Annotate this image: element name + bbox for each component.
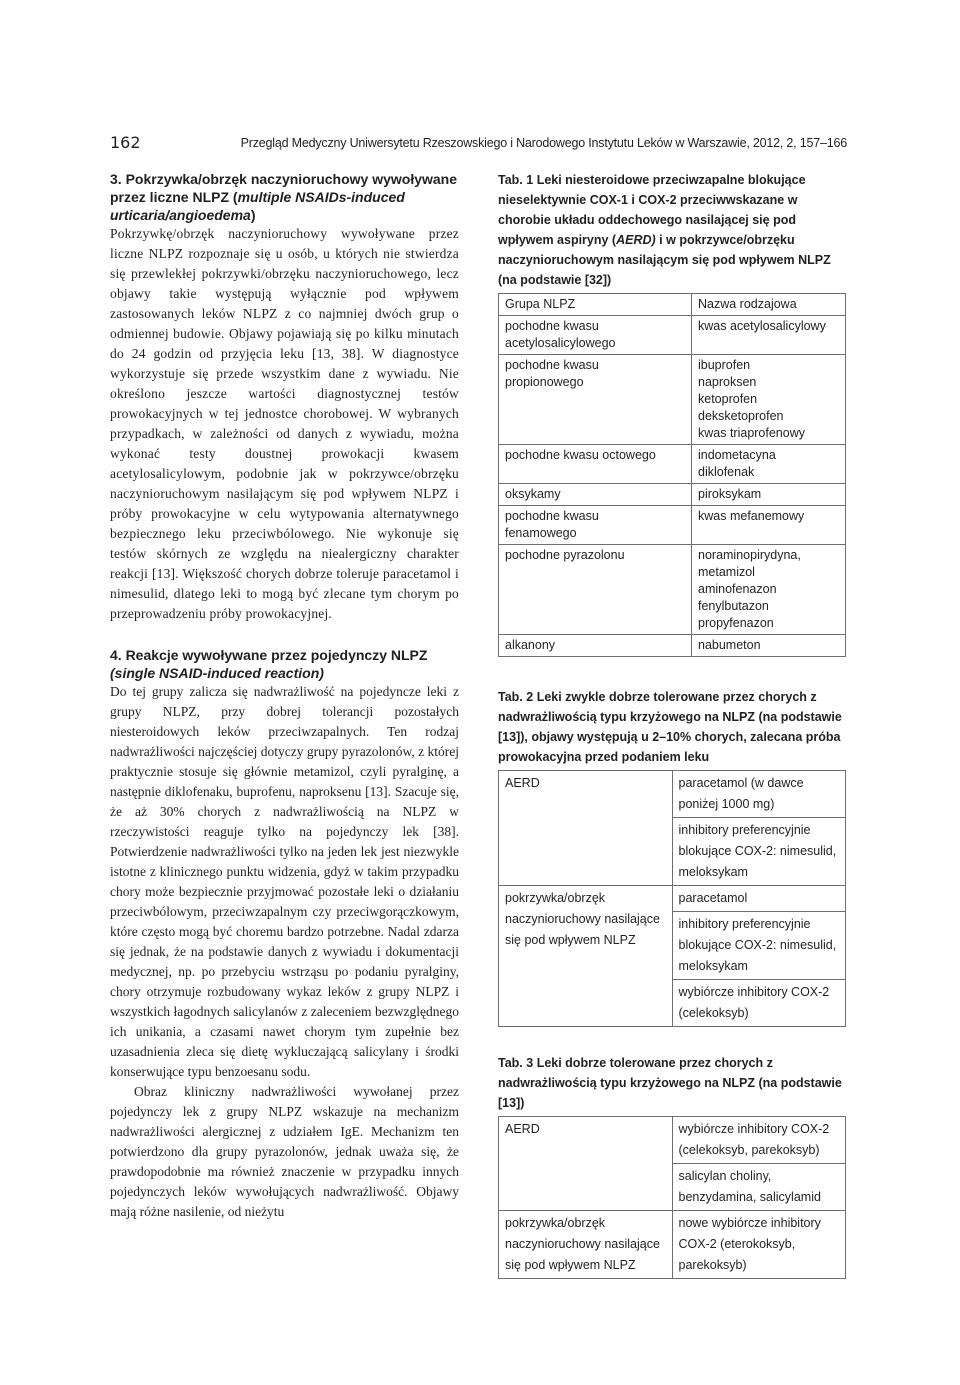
table-3-number: Tab. 3	[498, 1056, 534, 1070]
table-3-drug: salicylan choliny, benzydamina, salicylamid	[672, 1164, 846, 1211]
table-1-name-line: fenylbutazon	[698, 599, 769, 613]
table-row	[499, 545, 846, 635]
table-1	[498, 293, 846, 657]
section-4-heading-italic-text: (single NSAID-induced reaction)	[110, 665, 324, 681]
section-4-heading-italic	[110, 664, 459, 682]
table-row	[499, 506, 846, 545]
section-4-paragraph-1: Do tej grupy zalicza się nadwrażliwość na pojedyncze leki z grupy NLPZ, przy dobrej tolerancji pozostałych niesteroidowych leków przeciwzapalnych. Ten rodzaj nadwrażliwości najczęściej dotyczy grupy pyrazolonów, z której praktycznie stosuje się głównie metamizol, czyli pyralginę, a następnie diklofenaku, buprofenu, naproksenu [13]. Szacuje się, że aż 30% chorych z nadwrażliwością na NLPZ w rzeczywistości reaguje tylko na pojedynczy lek [38]. Potwierdzenie nadwrażliwości tylko na jeden lek jest niezwykle istotne z klinicznego punktu widzenia, gdyż w takim przypadku chory może bezpiecznie przyjmować pozostałe leki o działaniu przeciwbólowym, przeciwzapalnym czy przeciwgorączkowym, które często mogą być choremu bardzo potrzebne. Nadal zdarza się jednak, że na podstawie danych z wywiadu i dokumentacji medycznej, np. po przebyciu wstrząsu po podaniu pyralginy, chory otrzymuje rozbudowany wykaz leków z grupy NLPZ i wszystkich łagodnych salicylanów z zaleceniem bezwzględnego ich unikania, a czasami nawet chorym tym zupełnie bez uzasadnienia zleca się dietę wykluczającą salicylany i środki konserwujące typu benzoesanu sodu.	[110, 684, 459, 1079]
table-1-group-cell	[499, 506, 692, 545]
table-1-name-cell	[692, 445, 846, 484]
table-1-caption-italic: AERD)	[616, 233, 656, 247]
table-row	[499, 1117, 846, 1164]
section-3-heading	[110, 170, 459, 224]
table-3-caption	[498, 1053, 848, 1113]
table-3	[498, 1116, 846, 1279]
table-1-name-cell	[692, 484, 846, 506]
table-3-drug: wybiórcze inhibitory COX-2 (celekoksyb, parekoksyb)	[672, 1117, 846, 1164]
table-row	[499, 771, 846, 818]
table-1-group-line: pochodne kwasu	[505, 319, 599, 333]
table-1-header-row	[499, 294, 846, 316]
left-column	[110, 170, 459, 1222]
table-row	[499, 886, 846, 912]
table-1-group-line: acetylosalicylowego	[505, 336, 616, 350]
table-2-caption	[498, 687, 848, 767]
table-1-name-cell	[692, 355, 846, 445]
table-2-group-urticaria: pokrzywka/obrzęk naczynioruchowy nasilające się pod wpływem NLPZ	[499, 886, 673, 1027]
table-row	[499, 445, 846, 484]
table-row	[499, 355, 846, 445]
table-1-group-cell	[499, 445, 692, 484]
table-1-name-line: metamizol	[698, 565, 755, 579]
table-1-name-line: indometacyna	[698, 448, 776, 462]
table-1-name-line: kwas mefanemowy	[698, 509, 805, 523]
table-2-drug: paracetamol (w dawce poniżej 1000 mg)	[672, 771, 846, 818]
table-1-name-line: ibuprofen	[698, 358, 751, 372]
table-1-caption-text-2: i w pokrzywce/obrzęku naczynioruchowym nasilającym się pod wpływem NLPZ (na podstawie [32])	[498, 233, 831, 287]
page-number: 162	[110, 133, 141, 152]
table-2-group-aerd: AERD	[499, 771, 673, 886]
table-3-group-aerd: AERD	[499, 1117, 673, 1211]
journal-header: Przegląd Medyczny Uniwersytetu Rzeszowskiego i Narodowego Instytutu Leków w Warszawie, 2012, 2, 157–166	[240, 136, 847, 150]
table-1-name-line: nabumeton	[698, 638, 761, 652]
table-1-name-line: noraminopirydyna,	[698, 548, 801, 562]
table-2-number: Tab. 2	[498, 690, 534, 704]
table-row	[499, 635, 846, 657]
table-1-name-line: deksketoprofen	[698, 409, 784, 423]
table-1-group-line: fenamowego	[505, 526, 577, 540]
section-4-heading: 4. Reakcje wywoływane przez pojedynczy NLPZ	[110, 647, 428, 663]
table-1-name-line: propyfenazon	[698, 616, 774, 630]
table-1-name-line: kwas acetylosalicylowy	[698, 319, 826, 333]
table-1-name-line: diklofenak	[698, 465, 755, 479]
table-row	[499, 484, 846, 506]
table-3-group-urticaria: pokrzywka/obrzęk naczynioruchowy nasilające się pod wpływem NLPZ	[499, 1211, 673, 1279]
table-row	[499, 1211, 846, 1279]
table-1-caption	[498, 170, 848, 290]
table-1-group-line: oksykamy	[505, 487, 561, 501]
table-1-group-line: pochodne pyrazolonu	[505, 548, 625, 562]
table-3-drug: nowe wybiórcze inhibitory COX-2 (eterokoksyb, parekoksyb)	[672, 1211, 846, 1279]
table-1-header-group: Grupa NLPZ	[499, 294, 692, 316]
table-2-caption-text: Leki zwykle dobrze tolerowane przez chorych z nadwrażliwością typu krzyżowego na NLPZ (na podstawie [13]), objawy występują u 2–10% chorych, zalecana próba prowokacyjna przed podaniem leku	[498, 690, 842, 764]
section-3-heading-text: 3. Pokrzywka/obrzęk naczynioruchowy wywoływane przez liczne NLPZ (	[110, 171, 458, 205]
table-1-group-cell	[499, 484, 692, 506]
table-1-group-cell	[499, 316, 692, 355]
table-1-group-cell	[499, 545, 692, 635]
table-3-caption-text: Leki dobrze tolerowane przez chorych z nadwrażliwością typu krzyżowego na NLPZ (na podstawie [13])	[498, 1056, 842, 1110]
table-row	[499, 316, 846, 355]
table-2-drug: inhibitory preferencyjnie blokujące COX-2: nimesulid, meloksykam	[672, 912, 846, 980]
table-1-group-line: pochodne kwasu octowego	[505, 448, 656, 462]
section-3-heading-italic: multiple NSAIDs-induced urticaria/angioedema	[110, 189, 405, 223]
table-1-header-name: Nazwa rodzajowa	[692, 294, 846, 316]
table-1-group-line: pochodne kwasu	[505, 358, 599, 372]
table-1-group-cell	[499, 635, 692, 657]
table-1-name-line: aminofenazon	[698, 582, 777, 596]
table-2	[498, 770, 846, 1027]
table-1-name-line: piroksykam	[698, 487, 762, 501]
right-column	[498, 170, 848, 1279]
table-1-name-cell	[692, 316, 846, 355]
table-1-group-line: propionowego	[505, 375, 584, 389]
table-1-name-line: ketoprofen	[698, 392, 758, 406]
section-3-heading-close: )	[250, 207, 256, 223]
table-1-group-line: pochodne kwasu	[505, 509, 599, 523]
table-1-name-cell	[692, 635, 846, 657]
table-2-drug: wybiórcze inhibitory COX-2 (celekoksyb)	[672, 980, 846, 1027]
table-2-drug: paracetamol	[672, 886, 846, 912]
table-1-group-line: alkanony	[505, 638, 556, 652]
table-2-drug: inhibitory preferencyjnie blokujące COX-2: nimesulid, meloksykam	[672, 818, 846, 886]
table-1-name-cell	[692, 545, 846, 635]
table-1-name-line: kwas triaprofenowy	[698, 426, 805, 440]
table-1-name-line: naproksen	[698, 375, 757, 389]
table-1-group-cell	[499, 355, 692, 445]
table-1-caption-text: Leki niesteroidowe przeciwzapalne blokujące nieselektywnie COX-1 i COX-2 przeciwwskazane w chorobie układu oddechowego nasilającej się pod wpływem aspiryny (	[498, 173, 806, 247]
table-1-number: Tab. 1	[498, 173, 534, 187]
section-4-paragraph-2: Obraz kliniczny nadwrażliwości wywołanej przez pojedynczy lek z grupy NLPZ wskazuje na mechanizm nadwrażliwości alergicznej z udziałem IgE. Mechanizm ten potwierdzono dla grupy pyrazolonów, jednak uważa się, że prawdopodobnie ma również znaczenie w przypadku innych pojedynczych leków wywołujących nadwrażliwość. Objawy mają różne nasilenie, od nieżytu	[110, 1084, 459, 1219]
section-3-paragraph: Pokrzywkę/obrzęk naczynioruchowy wywoływane przez liczne NLPZ rozpoznaje się u osób, u których nie stwierdza się przewlekłej pokrzywki/obrzęku naczynioruchowego, lecz objawy takie występują wyłącznie pod wpływem zastosowanych leków NLPZ z co najmniej dwóch grup o odmiennej budowie. Objawy pojawiają się po kilku minutach do 24 godzin od przyjęcia leku [13, 38]. W diagnostyce wykorzystuje się przede wszystkim dane z wywiadu. Nie określono jeszcze wartości diagnostycznej testów prowokacyjnych w tej jednostce chorobowej. W wybranych przypadkach, w zależności od danych z wywiadu, można wykonać testy doustnej prowokacji kwasem acetylosalicylowym, podobnie jak w pokrzywce/obrzęku naczynioruchowym nasilającym się pod wpływem NLPZ i próby prowokacyjne w celu wytypowania alternatywnego bezpiecznego leku przeciwbólowego. Nie wykonuje się testów skórnych ze względu na niealergiczny charakter reakcji [13]. Większość chorych dobrze toleruje paracetamol i nimesulid, dlatego leki to mogą być zlecane tym chorym po przeprowadzeniu próby prowokacyjnej.	[110, 226, 459, 621]
table-1-name-cell	[692, 506, 846, 545]
